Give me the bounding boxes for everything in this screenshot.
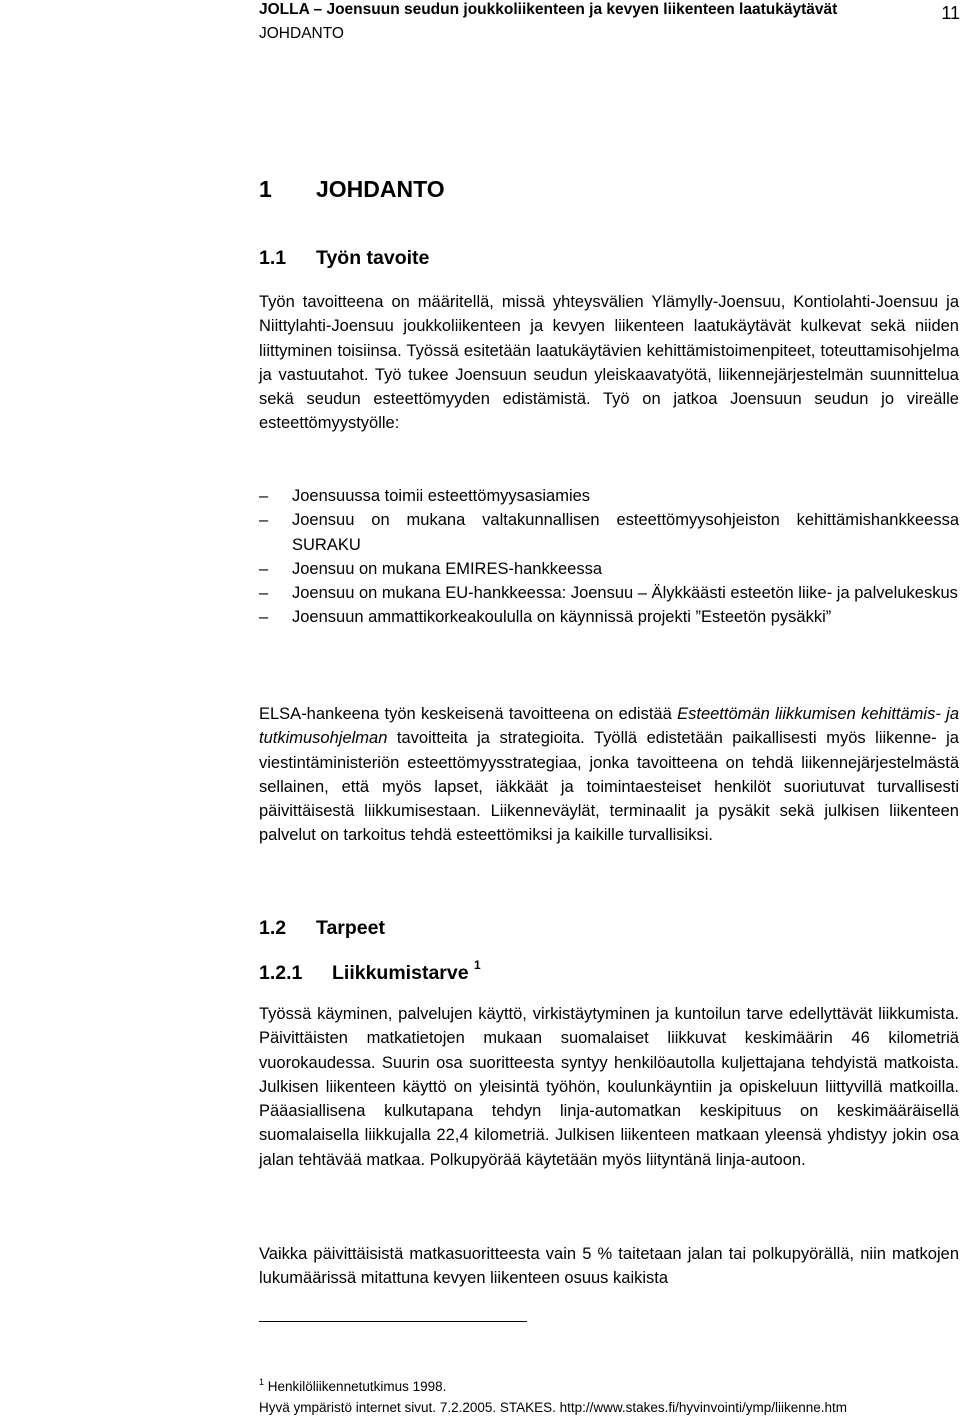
section-title: Työn tavoite xyxy=(316,247,430,269)
list-item xyxy=(259,605,959,629)
list-item-text: Joensuu on mukana EMIRES-hankkeessa xyxy=(292,559,603,578)
list-item xyxy=(259,508,959,557)
chapter-heading xyxy=(259,176,445,203)
footnote-marker: 1 xyxy=(259,1377,265,1387)
footnote-reference[interactable]: 1 xyxy=(474,958,481,972)
paragraph-text: tavoitteita ja strategioita. Työllä edistetään paikallisesti myös liikenne- ja viestintäministeriön esteettömyysstrategiaa, jonka tavoitteena on tehdä liikennejärjestelmästä sellainen, että myös lapset, iäkkäät ja toimintaesteiset henkilöt suoriutuvat turvallisesti päivittäisestä liikkumisestaan. Liikenneväylät, terminaalit ja pysäkit sekä julkisen liikenteen palvelut on tarkoitus tehdä esteettömiksi ja kaikille turvallisiksi. xyxy=(259,729,959,845)
italic-program-name: Esteettömän liikkumisen kehittämis- ja tutkimusohjelman xyxy=(259,705,959,748)
page-header xyxy=(259,0,960,50)
paragraph-light-traffic: Vaikka päivittäisistä matkasuoritteesta vain 5 % taitetaan jalan tai polkupyörällä, niin matkojen lukumäärissä mitattuna kevyen liikenteen osuus kaikista xyxy=(259,1245,959,1288)
footnote-separator xyxy=(259,1321,527,1322)
page-number: 11 xyxy=(941,3,960,23)
list-item-text: Joensuu on mukana EU-hankkeessa: Joensuu – Älykkäästi esteetön liike- ja palvelukeskus xyxy=(292,584,958,603)
header-title: JOLLA – Joensuun seudun joukkoliikenteen ja kevyen liikenteen laatukäytävät xyxy=(259,1,838,18)
dash-marker: – xyxy=(259,608,269,627)
paragraph-text: ELSA-hankeena työn keskeisenä tavoitteena on edistää xyxy=(259,705,678,723)
list-item xyxy=(259,557,959,581)
list-item-text: Joensuun ammattikorkeakoululla on käynnissä projekti ”Esteetön pysäkki” xyxy=(292,608,832,627)
section-number: 1.2 xyxy=(259,917,287,939)
section-heading-1-1 xyxy=(259,247,429,270)
dash-marker: – xyxy=(259,559,269,578)
list-item xyxy=(259,484,959,508)
dash-marker: – xyxy=(259,584,269,603)
footnote-source: Hyvä ympäristö internet sivut. 7.2.2005. STAKES. http://www.stakes.fi/hyvinvointi/ymp/liikenne.htm xyxy=(259,1400,847,1415)
paragraph-objective: Työn tavoitteena on määritellä, missä yhteysvälien Ylämylly-Joensuu, Kontiolahti-Joensuu ja Niittylahti-Joensuu joukkoliikenteen ja kevyen liikenteen laatukäytävät kulkevat sekä niiden liittyminen toisiinsa. Työssä esitetään laatukäytävien kehittämistoimenpiteet, toteuttamisohjelma ja vastuutahot. Työ tukee Joensuun seudun yleiskaavatyötä, liikennejärjestelmän suunnittelua sekä seudun esteettömyyden edistämistä. Työ on jatkoa Joensuun seudun jo vireälle esteettömyystyölle: xyxy=(259,293,959,433)
bullet-list xyxy=(259,484,959,630)
header-section: JOHDANTO xyxy=(259,25,344,42)
list-item-text: Joensuu on mukana valtakunnallisen esteettömyysohjeiston kehittämishankkeessa SURAKU xyxy=(292,511,959,554)
footnote-1 xyxy=(259,1379,446,1394)
section-number: 1.1 xyxy=(259,247,287,269)
footnote-text: Henkilöliikennetutkimus 1998. xyxy=(267,1379,447,1394)
section-heading-1-2 xyxy=(259,917,385,940)
chapter-title: JOHDANTO xyxy=(316,176,445,202)
paragraph-mobility-need: Työssä käyminen, palvelujen käyttö, virkistäytyminen ja kuntoilun tarve edellyttävät liikkumista. Päivittäisten matkatietojen mukaan suomalaiset liikkuvat keskimäärin 46 kilometriä vuorokaudessa. Suurin osa suoritteesta syntyy henkilöautolla kuljettajana tehdyistä matkoista. Julkisen liikenteen käyttö on yleisintä työhön, koulunkäyntiin ja opiskeluun liittyvillä matkoilla. Pääasiallisena kulkutapana tehdyn linja-automatkan keskipituus on keskimääräisellä suomalaisella liikkujalla 22,4 kilometriä. Julkisen liikenteen matkaan yleensä yhdistyy jokin osa jalan tehtävää matkaa. Polkupyörää käytetään myös liityntänä linja-autoon. xyxy=(259,1005,959,1169)
list-item-text: Joensuussa toimii esteettömyysasiamies xyxy=(292,487,591,505)
section-title: Tarpeet xyxy=(316,917,385,939)
chapter-number: 1 xyxy=(259,176,272,202)
paragraph-elsa xyxy=(259,702,959,848)
list-item xyxy=(259,581,959,605)
subsection-heading-1-2-1 xyxy=(259,958,481,985)
dash-marker: – xyxy=(259,487,269,505)
dash-marker: – xyxy=(259,511,269,530)
subsection-number: 1.2.1 xyxy=(259,962,303,984)
subsection-title: Liikkumistarve xyxy=(332,962,469,984)
